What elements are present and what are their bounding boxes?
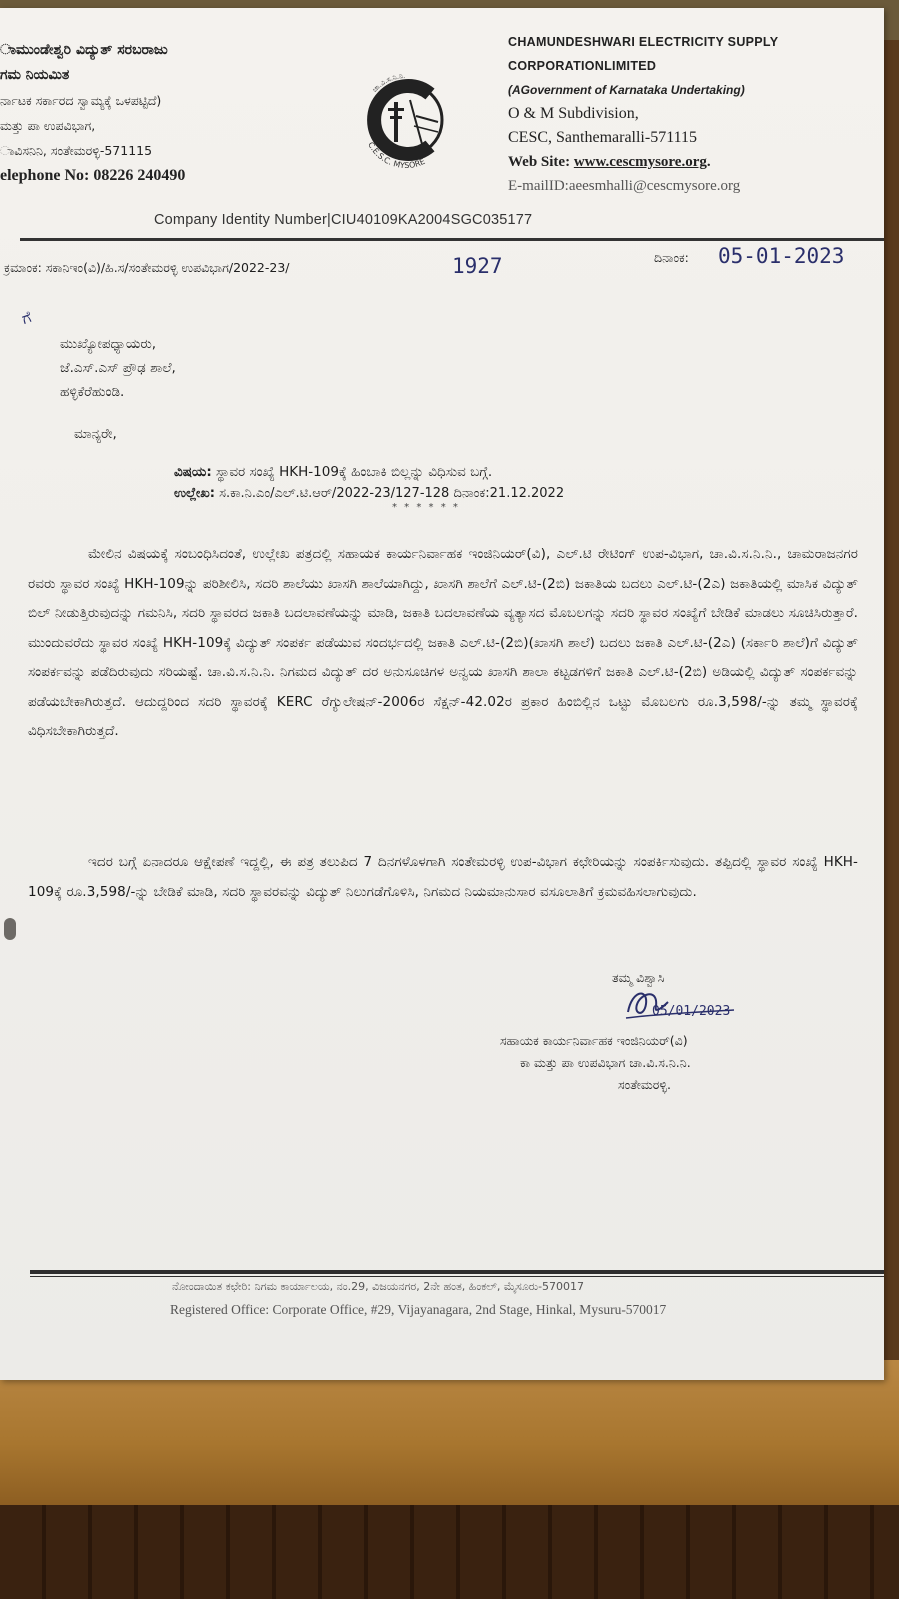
addressee-block — [60, 332, 176, 404]
body-paragraph-1-text: ಮೇಲಿನ ವಿಷಯಕ್ಕೆ ಸಂಬಂಧಿಸಿದಂತೆ, ಉಲ್ಲೇಖ ಪತ್ರದಲ್ಲಿ ಸಹಾಯಕ ಕಾರ್ಯನಿರ್ವಾಹಕ ಇಂಜಿನಿಯರ್(ವಿ), ಎಲ್.ಟಿ ರೇಟಿಂಗ್ ಉಪ-ವಿಭಾಗ, ಚಾ.ವಿ.ಸ.ನಿ.ನಿ., ಚಾಮರಾಜನಗರ ರವರು ಸ್ಥಾವರ ಸಂಖ್ಯೆ HKH-109ನ್ನು ಪರಿಶೀಲಿಸಿ, ಸದರಿ ಶಾಲೆಯು ಖಾಸಗಿ ಶಾಲೆಯಾಗಿದ್ದು, ಖಾಸಗಿ ಶಾಲೆಗೆ ಎಲ್.ಟಿ-(2ಬಿ) ಜಕಾತಿಯ ಬದಲು ಎಲ್.ಟಿ-(2ಎ) ಜಕಾತಿಯಲ್ಲಿ ಮಾಸಿಕ ವಿದ್ಯುತ್ ಬಿಲ್ ನೀಡುತ್ತಿರುವುದನ್ನು ಗಮನಿಸಿ, ಸದರಿ ಸ್ಥಾವರದ ಜಕಾತಿ ಬದಲಾವಣೆಯನ್ನು ಮಾಡಿ, ಜಕಾತಿ ಬದಲಾವಣೆಯ ವ್ಯತ್ಯಾಸದ ಮೊಬಲಗನ್ನು ಸದರಿ ಸ್ಥಾವರ ಸಂಖ್ಯೆಗೆ ಬೇಡಿಕೆ ಮಾಡಲು ಸೂಚಿಸಿರುತ್ತಾರೆ. ಮುಂದುವರೆದು ಸ್ಥಾವರ ಸಂಖ್ಯೆ HKH-109ಕ್ಕೆ ವಿದ್ಯುತ್ ಸಂಪರ್ಕ ಪಡೆಯುವ ಸಂದರ್ಭದಲ್ಲಿ ಜಕಾತಿ ಎಲ್.ಟಿ-(2ಬಿ)(ಖಾಸಗಿ ಶಾಲೆ) ಬದಲು ಜಕಾತಿ ಎಲ್.ಟಿ-(2ಎ) (ಸರ್ಕಾರಿ ಶಾಲೆ)ಗೆ ವಿದ್ಯುತ್ ಸಂಪರ್ಕವನ್ನು ಪಡೆದಿರುವುದು ಸರಿಯಷ್ಟೆ. ಚಾ.ವಿ.ಸ.ನಿ.ನಿ. ನಿಗಮದ ವಿದ್ಯುತ್ ದರ ಅನುಸೂಚಿಗಳ ಅನ್ವಯ ಖಾಸಗಿ ಶಾಲಾ ಕಟ್ಟಡಗಳಿಗೆ ಜಕಾತಿ ಎಲ್.ಟಿ-(2ಬಿ) ಅಡಿಯಲ್ಲಿ ವಿದ್ಯುತ್ ಸಂಪರ್ಕವನ್ನು ಪಡೆಯಬೇಕಾಗಿರುತ್ತದೆ. ಆದುದ್ದರಿಂದ ಸದರಿ ಸ್ಥಾವರಕ್ಕೆ KERC ರೆಗ್ಯುಲೇಷನ್-2006ರ ಸೆಕ್ಷನ್-42.02ರ ಪ್ರಕಾರ ಹಿಂಬಿಲ್ಲಿನ ಒಟ್ಟು ಮೊಬಲಗು ರೂ.3,598/-ನ್ನು ತಮ್ಮ ಸ್ಥಾವರಕ್ಕೆ ವಿಧಿಸಬೇಕಾಗಿರುತ್ತದೆ. — [28, 546, 858, 739]
reference-label: ಉಲ್ಲೇಖ: — [174, 486, 215, 501]
punch-hole — [4, 918, 16, 940]
subdivision-name: O & M Subdivision, — [508, 105, 639, 122]
signatory-title-3: ಸಂತೇಮರಳ್ಳಿ. — [618, 1077, 671, 1092]
signature-date-handwritten: 05/01/2023 — [652, 1004, 731, 1019]
subject-line — [174, 464, 492, 480]
reference-line — [174, 486, 564, 501]
body-paragraph-2 — [28, 848, 858, 907]
telephone-number: elephone No: 08226 240490 — [0, 167, 186, 184]
company-identity-number: Company Identity Number|CIU40109KA2004SGC035177 — [154, 212, 533, 228]
website-label: Web Site: — [508, 154, 574, 170]
addressee-line-1: ಮುಖ್ಯೋಪಧ್ಯಾಯರು, — [60, 336, 157, 352]
header-left-block — [0, 38, 185, 188]
signatory-title-1: ಸಹಾಯಕ ಕಾರ್ಯನಿರ್ವಾಹಕ ಇಂಜಿನಿಯರ್(ವಿ) — [500, 1033, 688, 1048]
header-divider — [20, 238, 884, 241]
addressee-line-2: ಜೆ.ಎಸ್.ಎಸ್ ಪ್ರೌಢ ಶಾಲೆ, — [60, 360, 176, 376]
signatory-block — [500, 1030, 691, 1096]
reference-number-handwritten: 1927 — [452, 254, 503, 278]
header-left-line-5: ಾವಿಸನಿನಿ, ಸಂತೇಮರಳ್ಳಿ-571115 — [0, 143, 153, 158]
subdivision-address: CESC, Santhemaralli-571115 — [508, 129, 698, 146]
subject-label: ವಿಷಯ: — [174, 464, 212, 480]
wooden-table-edge — [0, 1505, 899, 1599]
footer-divider — [30, 1270, 884, 1274]
addressee-line-3: ಹಳ್ಳಿಕೆರೆಹುಂಡಿ. — [60, 384, 125, 400]
body-paragraph-1 — [28, 540, 858, 747]
footer-divider-thin — [30, 1276, 884, 1277]
reference-number-label: ಕ್ರಮಾಂಕ: ಸಕಾನಿಇಂ(ವಿ)/ಹಿ.ಸ/ಸಂತೇಮರಳ್ಳಿ ಉಪವಿಭಾಗ/2022-23/ — [4, 260, 290, 275]
logo-text: C.E.S.C. MYSORE — [366, 140, 427, 171]
closing-text: ತಮ್ಮ ವಿಶ್ವಾಸಿ — [612, 970, 665, 985]
header-left-line-2: ಗಮ ನಿಯಮಿತ — [0, 67, 70, 83]
company-name-line-2: CORPORATIONLIMITED — [508, 59, 657, 73]
company-subtitle: (AGovernment of Karnataka Undertaking) — [508, 83, 745, 97]
salutation: ಮಾನ್ಯರೇ, — [74, 426, 117, 442]
to-mark: ಗೆ — [18, 307, 35, 329]
reference-text: ಸ.ಕಾ.ನಿ.ಎಂ/ಎಲ್.ಟಿ.ಆರ್/2022-23/127-128 ದಿನಾಂಕ:21.12.2022 — [219, 486, 565, 501]
footer-address-kannada: ನೋಂದಾಯಿತ ಕಛೇರಿ: ನಿಗಮ ಕಾರ್ಯಾಲಯ, ನಂ.29, ವಿಜಯನಗರ, 2ನೇ ಹಂತ, ಹಿಂಕಲ್, ಮೈಸೂರು-570017 — [172, 1280, 585, 1293]
header-right-block — [508, 30, 778, 198]
header-left-line-3: ರ್ನಾಟಕ ಸರ್ಕಾರದ ಸ್ವಾಮ್ಯಕ್ಕೆ ಒಳಪಟ್ಟಿದೆ) — [0, 93, 162, 108]
header-left-line-1: ಾಮುಂಡೇಶ್ವರಿ ವಿದ್ಯುತ್ ಸರಬರಾಜು — [0, 42, 168, 58]
company-name-line-1: CHAMUNDESHWARI ELECTRICITY SUPPLY — [508, 35, 779, 49]
website-link[interactable]: www.cescmysore.org — [573, 154, 707, 170]
svg-text:ಚಾ.ವಿ.ಸ.ನಿ.ನಿ.: ಚಾ.ವಿ.ಸ.ನಿ.ನಿ. — [370, 71, 406, 94]
header-left-line-4: ಮತ್ತು ಪಾ ಉಪವಿಭಾಗ, — [0, 118, 96, 133]
date-handwritten: 05-01-2023 — [718, 244, 845, 268]
signatory-title-2: ಕಾ ಮತ್ತು ಪಾ ಉಪವಿಭಾಗ ಚಾ.ವಿ.ಸ.ನಿ.ನಿ. — [520, 1055, 691, 1070]
separator-stars: * * * * * * — [392, 502, 460, 513]
cesc-logo — [352, 60, 460, 178]
body-paragraph-2-text: ಇದರ ಬಗ್ಗೆ ಏನಾದರೂ ಆಕ್ಷೇಪಣೆ ಇದ್ದಲ್ಲಿ, ಈ ಪತ್ರ ತಲುಪಿದ 7 ದಿನಗಳೊಳಗಾಗಿ ಸಂತೇಮರಳ್ಳಿ ಉಪ-ವಿಭಾಗ ಕಛೇರಿಯನ್ನು ಸಂಪರ್ಕಿಸುವುದು. ತಪ್ಪಿದಲ್ಲಿ ಸ್ಥಾವರ ಸಂಖ್ಯೆ HKH-109ಕ್ಕೆ ರೂ.3,598/-ನ್ನು ಬೇಡಿಕೆ ಮಾಡಿ, ಸದರಿ ಸ್ಥಾವರವನ್ನು ವಿದ್ಯುತ್ ನಿಲುಗಡೆಗೊಳಿಸಿ, ನಿಗಮದ ನಿಯಮಾನುಸಾರ ವಸೂಲಾತಿಗೆ ಕ್ರಮವಹಿಸಲಾಗುವುದು. — [28, 854, 858, 900]
email-line: E-mailID:aeesmhalli@cescmysore.org — [508, 178, 741, 194]
website-line: Web Site: www.cescmysore.org. — [508, 154, 711, 170]
subject-text: ಸ್ಥಾವರ ಸಂಖ್ಯೆ HKH-109ಕ್ಕೆ ಹಿಂಬಾಕಿ ಬಿಲ್ಲನ್ನು ವಿಧಿಸುವ ಬಗ್ಗೆ. — [216, 464, 493, 480]
date-label: ದಿನಾಂಕ: — [654, 250, 689, 265]
footer-address-english: Registered Office: Corporate Office, #29, Vijayanagara, 2nd Stage, Hinkal, Mysuru-570017 — [170, 1302, 667, 1317]
letter-page — [0, 8, 884, 1380]
